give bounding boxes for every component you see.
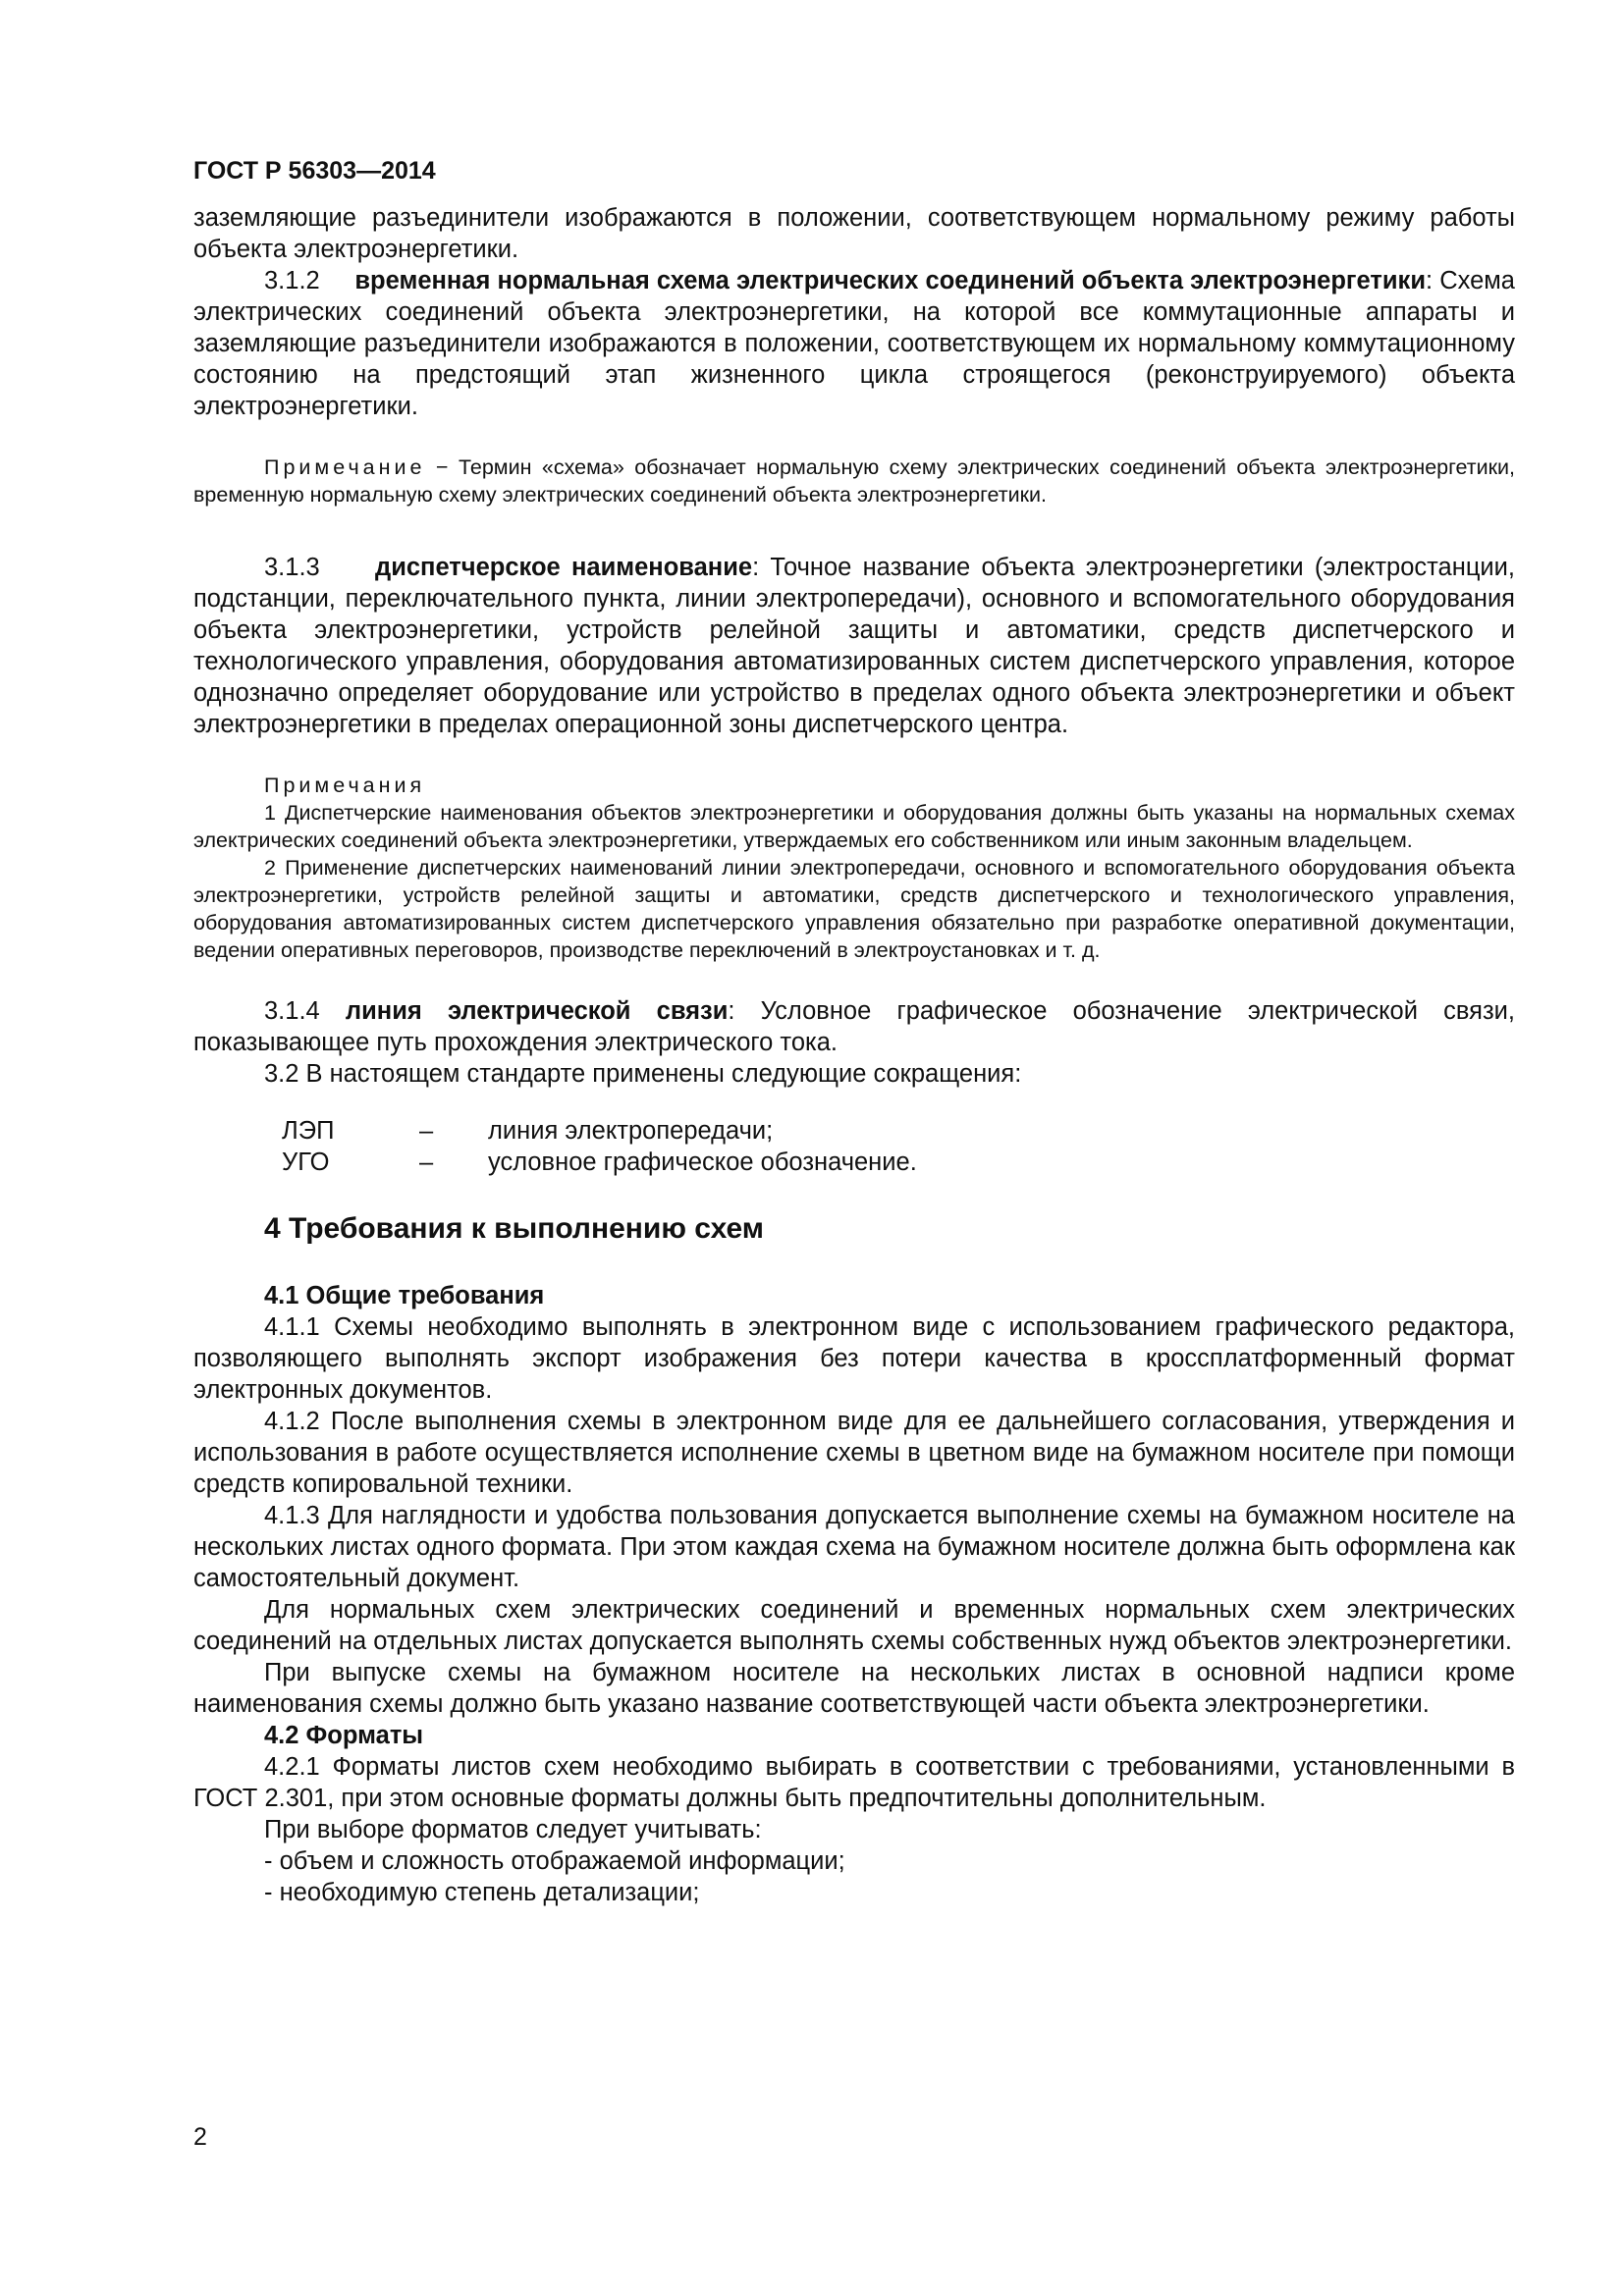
term-number: 3.1.3 (264, 554, 320, 581)
abbreviation-row (193, 1147, 1515, 1178)
term-name: линия электрической связи (345, 997, 729, 1025)
term-number: 3.1.2 (264, 267, 320, 294)
paragraph-4-1-3: 4.1.3 Для наглядности и удобства пользования допускается выполнение схемы на бумажном носителе на нескольких листах одного формата. При этом каждая схема на бумажном носителе должна быть оформлена как самостоятельный документ. (193, 1502, 1515, 1592)
notes-label: Примечания (264, 774, 426, 797)
abbreviation-dash: – (419, 1148, 434, 1176)
abbreviation-term: ЛЭП (282, 1117, 335, 1145)
page-number: 2 (193, 2123, 207, 2151)
term-name: временная нормальная схема электрических соединений объекта электроэнергетики (354, 267, 1426, 294)
paragraph-continuation: заземляющие разъединители изображаются в положении, соответствующем нормальному режиму работы объекта электроэнергетики. (193, 204, 1515, 263)
term-definition: : Условное графическое обозначение электрической связи, показывающее путь прохождения электрического тока. (193, 997, 1515, 1056)
document-code: ГОСТ Р 56303—2014 (193, 157, 436, 185)
paragraph-4-2-1: 4.2.1 Форматы листов схем необходимо выбирать в соответствии с требованиями, установленными в ГОСТ 2.301, при этом основные форматы должны быть предпочтительны дополнительным. (193, 1753, 1515, 1812)
section-4-2-title: 4.2 Форматы (264, 1722, 424, 1749)
term-3-1-3 (193, 552, 1515, 740)
paragraph-4-1-3-b: Для нормальных схем электрических соединений и временных нормальных схем электрических соединений на отдельных листах допускается выполнять схемы собственных нужд объектов электроэнергетики. (193, 1596, 1515, 1655)
abbreviation-row (193, 1115, 1515, 1147)
paragraph-4-1-1: 4.1.1 Схемы необходимо выполнять в электронном виде с использованием графического редактора, позволяющего выполнять экспорт изображения без потери качества в кроссплатформенный формат электронных документов. (193, 1313, 1515, 1404)
note-item-1: 1 Диспетчерские наименования объектов электроэнергетики и оборудования должны быть указаны на нормальных схемах электрических соединений объекта электроэнергетики, утверждаемых его собственником или иным законным владельцем. (193, 801, 1515, 852)
list-item: - необходимую степень детализации; (264, 1879, 700, 1906)
term-3-1-4 (193, 995, 1515, 1058)
note-text: − Термин «схема» обозначает нормальную схему электрических соединений объекта электроэнергетики, временную нормальную схему электрических соединений объекта электроэнергетики. (193, 455, 1515, 507)
abbreviation-dash: – (419, 1117, 434, 1145)
term-name: диспетчерское наименование (375, 554, 753, 581)
term-3-1-2 (193, 265, 1515, 422)
paragraph-3-2: 3.2 В настоящем стандарте применены следующие сокращения: (264, 1060, 1022, 1088)
term-number: 3.1.4 (264, 997, 320, 1025)
abbreviation-definition: линия электропередачи; (488, 1117, 774, 1145)
paragraph-4-2-1-b: При выборе форматов следует учитывать: (264, 1816, 762, 1843)
main-text (193, 202, 1515, 1908)
note-item-2: 2 Применение диспетчерских наименований линии электропередачи, основного и вспомогательного оборудования объекта электроэнергетики, устройств релейной защиты и автоматики, средств диспетчерского и технологического управления, оборудования автоматизированных систем диспетчерского управления обязательно при разработке оперативной документации, ведении оперативных переговоров, производстве переключений в электроустановках и т. д. (193, 856, 1515, 962)
section-4-title: 4 Требования к выполнению схем (264, 1212, 765, 1245)
term-definition: : Точное название объекта электроэнергетики (электростанции, подстанции, переключательного пункта, линии электропередачи), основного и вспомогательного оборудования объекта электроэнергетики, устройств релейной защиты и автоматики, средств диспетчерского и технологического управления, оборудования автоматизированных систем диспетчерского управления, которое однозначно определяет оборудование или устройство в пределах одного объекта электроэнергетики и объект электроэнергетики в пределах операционной зоны диспетчерского центра. (193, 554, 1515, 738)
term-definition: : Схема электрических соединений объекта электроэнергетики, на которой все коммутационные аппараты и заземляющие разъединители изображаются в положении, соответствующем их нормальному коммутационному состоянию на предстоящий этап жизненного цикла строящегося (реконструируемого) объекта электроэнергетики. (193, 267, 1515, 420)
section-4-1-title: 4.1 Общие требования (264, 1282, 545, 1309)
paragraph-4-1-2: 4.1.2 После выполнения схемы в электронном виде для ее дальнейшего согласования, утверждения и использования в работе осуществляется исполнение схемы в цветном виде на бумажном носителе при помощи средств копировальной техники. (193, 1408, 1515, 1498)
paragraph-4-1-3-c: При выпуске схемы на бумажном носителе на нескольких листах в основной надписи кроме наименования схемы должно быть указано название соответствующей части объекта электроэнергетики. (193, 1659, 1515, 1718)
list-item: - объем и сложность отображаемой информации; (264, 1847, 845, 1875)
note-label: Примечание (264, 455, 426, 479)
abbreviation-term: УГО (282, 1148, 330, 1176)
note-1 (193, 454, 1515, 508)
abbreviation-definition: условное графическое обозначение. (488, 1148, 917, 1176)
